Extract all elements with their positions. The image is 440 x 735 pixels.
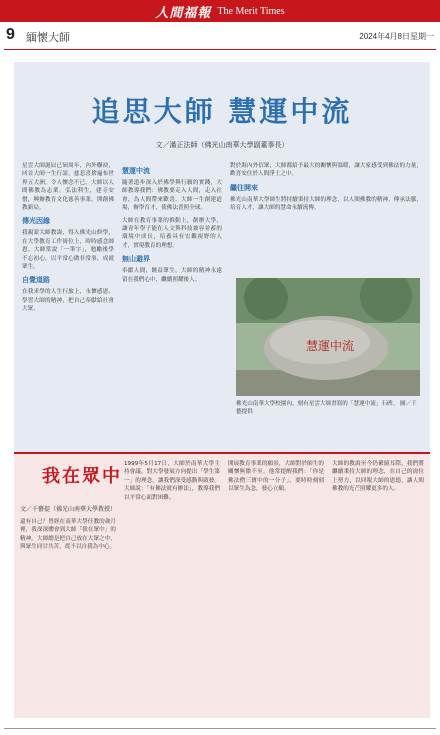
page-number: 9 (6, 26, 15, 43)
article-column-2: 1999年5月17日，大師於南華大學主持會議，對大學發展方向提出「學生第一」的理念，讓我們深受感動與啟發。大師說：「有佛法就有辦法」，教導我們以平常心面對困難。 (124, 461, 220, 501)
masthead-title-en: The Merit Times (217, 5, 285, 17)
subheading: 慧運中流 (122, 167, 150, 175)
section-title: 緬懷大師 (26, 31, 70, 44)
subheading: 繼往開來 (230, 183, 258, 192)
paragraph: 對於海內外信眾，大師都給予最大的關懷與溫暖，讓大家感受到佛法的力量，歡喜安住於人間淨土之中。 (230, 163, 422, 178)
masthead (0, 0, 440, 22)
footer-rule (4, 728, 436, 729)
stone-photo (236, 278, 420, 396)
folio (0, 24, 440, 50)
stone-illustration (236, 278, 420, 396)
paragraph: 奉獻人間，饒益眾生，大師的精神永遠留在我們心中，繼續照耀後人。 (122, 268, 222, 283)
article-headline: 追思大師 慧運中流 (91, 95, 353, 128)
article-byline: 文／滿正法師（佛光山南華大學副董事長） (155, 141, 289, 149)
subheading: 傳光因緣 (22, 217, 50, 226)
article-column-1 (22, 162, 114, 472)
article-headline-2: 我在眾中 (42, 466, 122, 487)
masthead-title: 人間福報 (155, 5, 212, 21)
bottom-article (14, 452, 430, 718)
dateline: 2024年4月8日星期一 (359, 32, 434, 41)
article-column-3 (230, 162, 422, 274)
paragraph: 隨著道步深入於佛學與行願的實踐，大師教導我們：佛教要走入人間，走入社會，為人間帶來歡喜。大師一生創建道場，辦學育才，使佛法普照全球。 (122, 180, 222, 212)
paragraph: 星雲大師誕辰已屆周年，內外聯袂，回首大師一生行誼，慈悲喜捨遍布世界五大洲，令人懷念不已。大師以人間佛教為志業，弘法利生，建寺安僧，興辦教育文化慈善事業，開創佛教新局。 (22, 163, 114, 212)
photo-caption: 佛光山南華大學校園內，刻有星雲大師書寫的「慧運中流」石碑。 圖／千藝提供 (236, 401, 417, 415)
paragraph: 佛光山南華大學師生將持續秉持大師的理念，以人間佛教的精神，傳承法脈，培育人才，讓大師的慧命永續流傳。 (230, 196, 422, 212)
article-column-1: 還有自己？曾經在南華大學任教的歲月裡，我深深體會到大師「我在眾中」的精神。大師總是把自己放在大眾之中，與眾生同甘共苦，從不以自我為中心。 (20, 519, 116, 551)
paragraph: 我親蒙大師教誨，得入佛光山修學，在大學教育工作崗位上，時時感念師恩。大師常說「一筆字」，勉勵後學不忘初心，以平常心做非常事，成就眾生。 (22, 230, 114, 271)
stone-inscription: 慧運中流 (306, 339, 355, 353)
header-rule (4, 49, 436, 50)
article-column-3: 開展教育事業的願景，大師對於師生的關懷無微不至。他常提醒我們：「你是佛法僧三寶中的一分子」，要時時刻刻以眾生為念，發心立願。 (228, 461, 324, 493)
paragraph: 在我求學的人生行旅上，永懷感恩，學習大師的精神，把自己奉獻給社會大眾。 (22, 289, 114, 313)
top-article (14, 62, 430, 482)
article-column-4: 大師的教誨至今仍縈繞耳際，我們將繼續秉持大師的理念，在自己的崗位上努力，以回報大師的恩德，讓人間佛教的光芒照耀更多的人。 (332, 461, 424, 493)
article-column-2 (122, 162, 222, 472)
subheading: 無山避界 (122, 255, 150, 264)
article-byline-2: 文／千藝提（佛光山南華大學教授） (20, 506, 117, 513)
paragraph: 大師在教育事業的推動上，創辦大學，讓青年學子能在人文與科技兼容並蓄的環境中成長，培養具有宏觀視野的人才，實現教育的理想。 (122, 217, 222, 249)
subheading: 自覺道路 (22, 276, 50, 285)
